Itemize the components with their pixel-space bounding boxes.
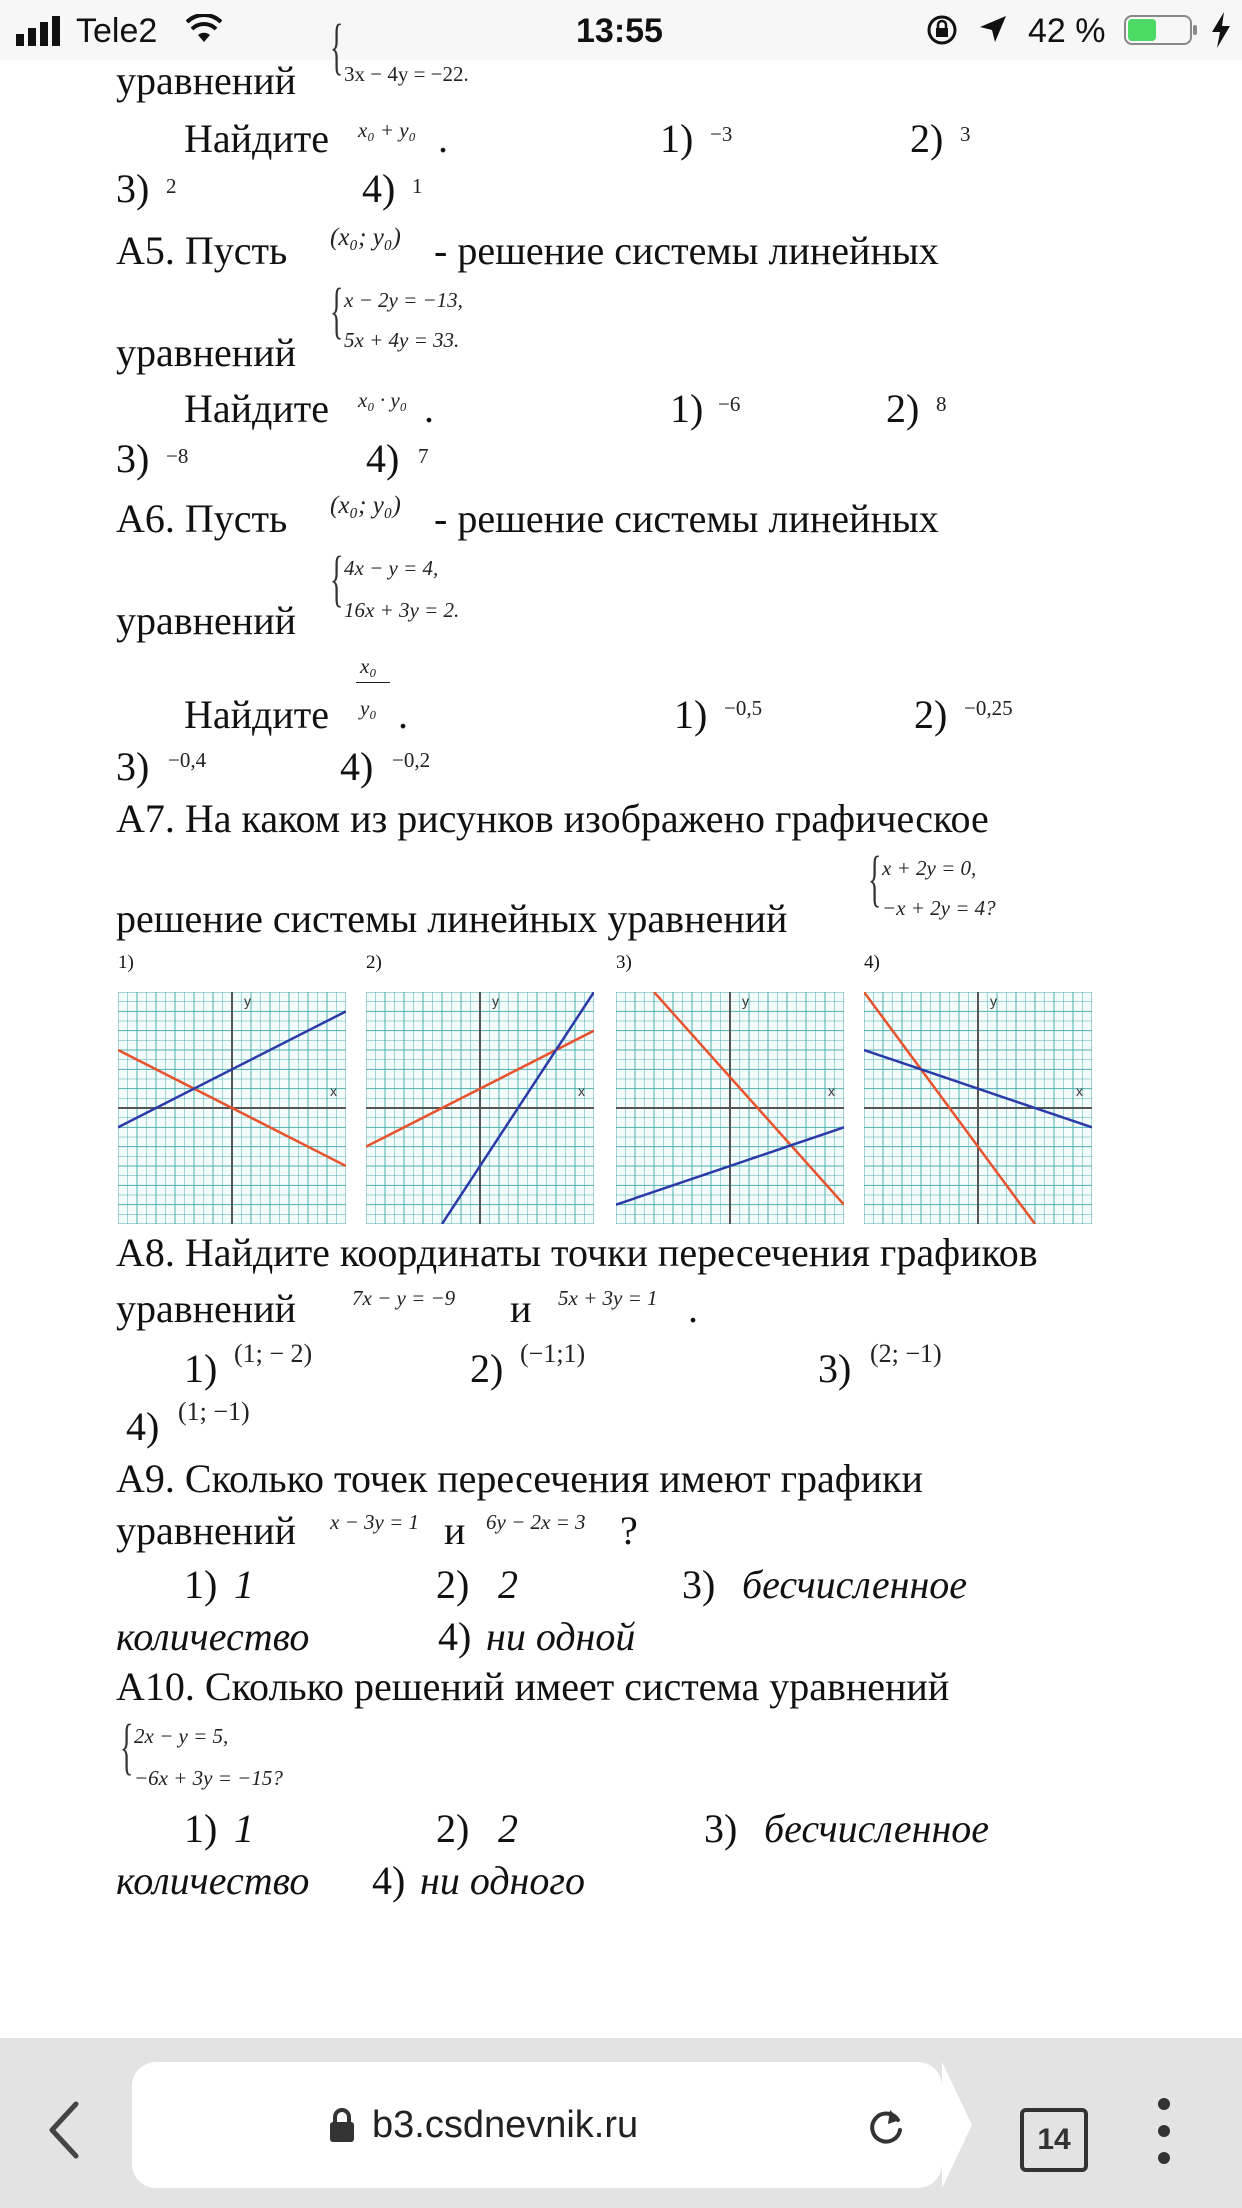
charging-bolt-icon: [1210, 12, 1232, 48]
y-axis-label: y: [742, 993, 749, 1009]
a5-v3: −8: [166, 444, 189, 468]
graph-label-2: 2): [366, 952, 382, 973]
a6-word: уравнений: [116, 598, 297, 643]
a8-v2: (−1;1): [520, 1339, 586, 1368]
a10-v3b: количество: [116, 1858, 310, 1903]
clock: 13:55: [576, 12, 663, 50]
a5-o3: 3): [116, 436, 150, 481]
a6-o4: 4): [340, 744, 374, 789]
a5-v1: −6: [718, 392, 741, 416]
a9-and: и: [444, 1508, 466, 1553]
a6-brace: {: [330, 545, 344, 613]
a8-and: и: [510, 1286, 532, 1331]
signal-icon: [16, 16, 68, 46]
wifi-icon: [186, 14, 222, 44]
a10-v2: 2: [498, 1806, 518, 1851]
x-axis-label: x: [828, 1083, 835, 1099]
a8-v1: (1; − 2): [234, 1339, 313, 1368]
graph-4[interactable]: [864, 992, 1092, 1224]
a10-eq2: −6x + 3y = −15?: [134, 1766, 283, 1790]
back-icon[interactable]: [44, 2100, 84, 2160]
a9-v1: 1: [234, 1562, 254, 1607]
a6-v4: −0,2: [392, 748, 431, 772]
a6-num: x₀: [360, 654, 377, 678]
a8-v3: (2; −1): [870, 1339, 942, 1368]
a8-o1: 1): [184, 1346, 218, 1391]
lock-icon: [328, 2108, 356, 2144]
a4-dot: .: [438, 116, 448, 161]
a4-o3: 3): [116, 166, 150, 211]
graph-2[interactable]: [366, 992, 594, 1224]
a4-o4: 4): [362, 166, 396, 211]
a6-dot: .: [398, 692, 408, 737]
a8-o4: 4): [126, 1404, 160, 1449]
a9-line1: А9. Сколько точек пересечения имеют графики: [116, 1456, 923, 1501]
a10-eq1: 2x − y = 5,: [134, 1724, 229, 1748]
a5-word: уравнений: [116, 330, 297, 375]
a4-v2: 3: [960, 122, 971, 146]
a10-o3: 3): [704, 1806, 738, 1851]
graph-3[interactable]: [616, 992, 844, 1224]
a4-o1: 1): [660, 116, 694, 161]
a5-o2: 2): [886, 386, 920, 431]
a6-v1: −0,5: [724, 696, 763, 720]
a8-o3: 3): [818, 1346, 852, 1391]
graph-label-1: 1): [118, 952, 134, 973]
y-axis-label: y: [244, 993, 251, 1009]
a6-find: Найдите: [184, 692, 330, 737]
a4-v3: 2: [166, 174, 177, 198]
x-axis-label: x: [1076, 1083, 1083, 1099]
a4-o2: 2): [910, 116, 944, 161]
a10-brace: {: [120, 1713, 134, 1781]
a9-word: уравнений: [116, 1508, 297, 1553]
a4-eq: 3x − 4y = −22.: [344, 62, 469, 86]
a7-line2: решение системы линейных уравнений: [116, 896, 788, 941]
a8-word: уравнений: [116, 1286, 297, 1331]
a4-v4: 1: [412, 174, 423, 198]
a10-v4: ни одного: [420, 1858, 585, 1903]
a9-v3b: количество: [116, 1614, 310, 1659]
a6-o2: 2): [914, 692, 948, 737]
graph-label-4: 4): [864, 952, 880, 973]
a10-v3: бесчисленное: [764, 1806, 990, 1851]
a9-o2: 2): [436, 1562, 470, 1607]
orientation-lock-icon: [926, 14, 958, 46]
a5-o1: 1): [670, 386, 704, 431]
a8-eq2: 5x + 3y = 1: [558, 1286, 658, 1310]
a4-expr: x₀ + y₀: [358, 118, 416, 142]
a8-o2: 2): [470, 1346, 504, 1391]
location-icon: [978, 14, 1008, 44]
a10-o1: 1): [184, 1806, 218, 1851]
a9-v2: 2: [498, 1562, 518, 1607]
y-axis-label: y: [990, 993, 997, 1009]
a5-brace: {: [330, 277, 344, 345]
a5-dot: .: [424, 386, 434, 431]
a5-title: А5. Пусть: [116, 228, 288, 273]
a6-v2: −0,25: [964, 696, 1013, 720]
a10-v1: 1: [234, 1806, 254, 1851]
a7-eq2: −x + 2y = 4?: [882, 896, 996, 920]
a10-o4: 4): [372, 1858, 406, 1903]
graph-label-3: 3): [616, 952, 632, 973]
a6-pair: (x₀; y₀): [330, 492, 401, 519]
a5-o4: 4): [366, 436, 400, 481]
a5-expr: x₀ · y₀: [358, 388, 407, 412]
a9-o1: 1): [184, 1562, 218, 1607]
a7-brace: {: [868, 845, 882, 913]
a5-eq2: 5x + 4y = 33.: [344, 328, 460, 352]
status-bar: [0, 0, 1242, 60]
a9-eq1: x − 3y = 1: [330, 1510, 419, 1534]
battery-percent: 42 %: [1028, 12, 1106, 50]
url-text: b3.csdnevnik.ru: [372, 2104, 639, 2146]
a8-v4: (1; −1): [178, 1397, 250, 1426]
tabs-count-button[interactable]: 14: [1020, 2108, 1088, 2172]
a5-pair: (x₀; y₀): [330, 224, 401, 251]
a6-eq2: 16x + 3y = 2.: [344, 598, 460, 622]
a6-den: y₀: [360, 696, 377, 720]
y-axis-label: y: [492, 993, 499, 1009]
a9-eq2: 6y − 2x = 3: [486, 1510, 586, 1534]
a10-line1: А10. Сколько решений имеет система уравнений: [116, 1664, 950, 1709]
a4-brace: {: [330, 16, 344, 81]
a5-v2: 8: [936, 392, 947, 416]
a6-o3: 3): [116, 744, 150, 789]
address-bar[interactable]: [132, 2062, 942, 2188]
a9-q: ?: [620, 1508, 638, 1553]
a5-v4: 7: [418, 444, 429, 468]
a9-o4: 4): [438, 1614, 472, 1659]
battery-icon: [1124, 14, 1204, 46]
a4-v1: −3: [710, 122, 733, 146]
a7-eq1: x + 2y = 0,: [882, 856, 977, 880]
a6-title: А6. Пусть: [116, 496, 288, 541]
a4-word: уравнений: [116, 58, 297, 103]
graph-1[interactable]: [118, 992, 346, 1224]
a6-eq1: 4x − y = 4,: [344, 556, 439, 580]
more-menu-icon[interactable]: [1152, 2096, 1176, 2166]
a8-line1: А8. Найдите координаты точки пересечения графиков: [116, 1230, 1038, 1275]
a10-o2: 2): [436, 1806, 470, 1851]
a4-find: Найдите: [184, 116, 330, 161]
a9-o3: 3): [682, 1562, 716, 1607]
a5-eq1: x − 2y = −13,: [344, 288, 463, 312]
a8-eq1: 7x − y = −9: [352, 1286, 456, 1310]
a6-v3: −0,4: [168, 748, 207, 772]
a6-fraction-bar: [356, 682, 390, 683]
a8-dot: .: [688, 1286, 698, 1331]
reload-icon[interactable]: [866, 2106, 906, 2146]
x-axis-label: x: [578, 1083, 585, 1099]
x-axis-label: x: [330, 1083, 337, 1099]
a9-v4: ни одной: [486, 1614, 636, 1659]
a5-tail: - решение системы линейных: [434, 228, 939, 273]
carrier-name: Tele2: [76, 12, 158, 50]
a5-find: Найдите: [184, 386, 330, 431]
a6-tail: - решение системы линейных: [434, 496, 939, 541]
browser-toolbar: [0, 2038, 1242, 2208]
a9-v3: бесчисленное: [742, 1562, 968, 1607]
a6-o1: 1): [674, 692, 708, 737]
a7-line1: А7. На каком из рисунков изображено графическое: [116, 796, 989, 841]
